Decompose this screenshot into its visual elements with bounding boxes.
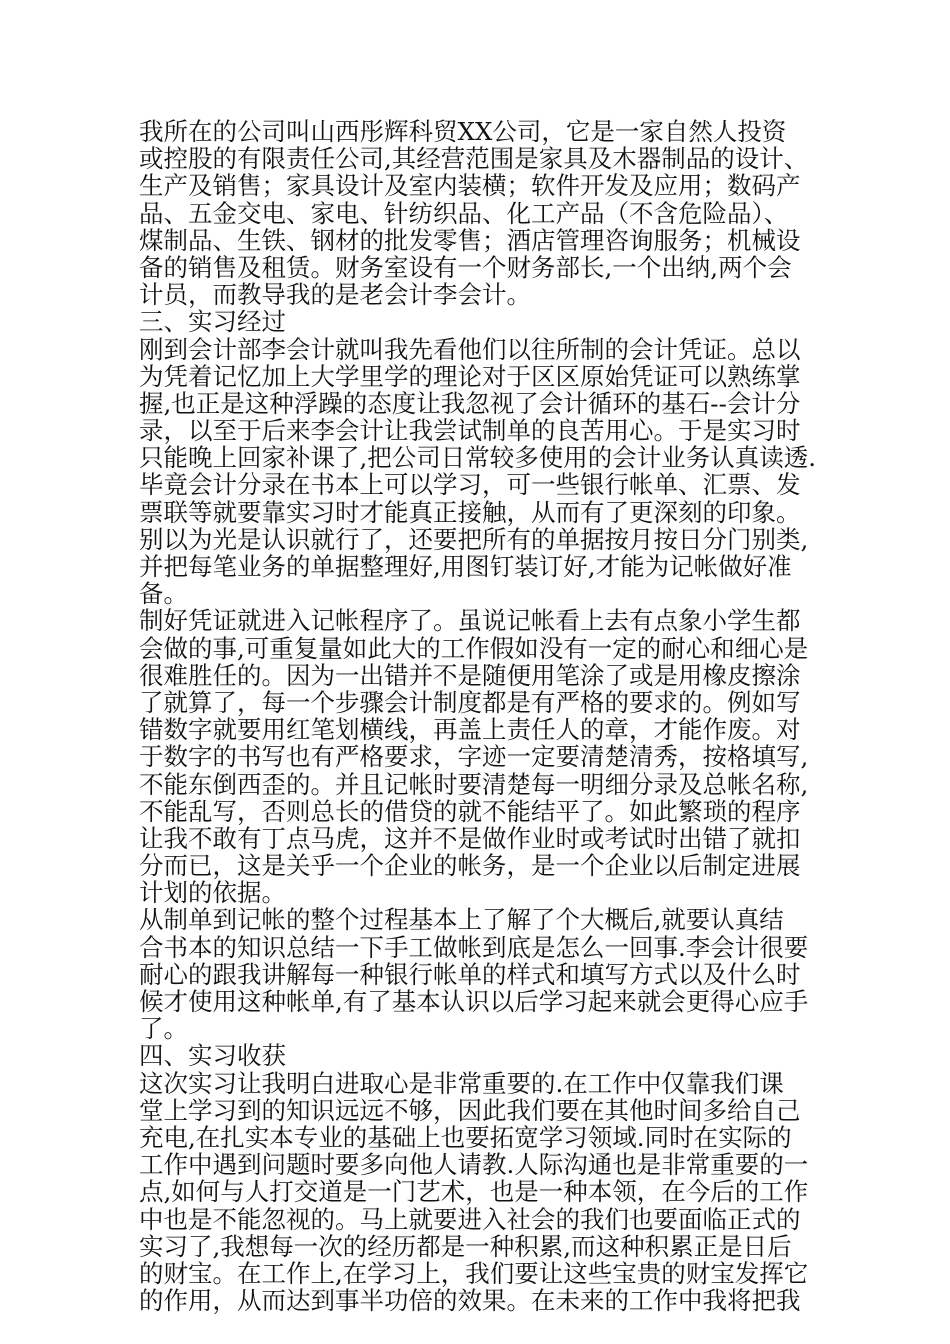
text-line: 了。 (139, 1014, 188, 1044)
text-line: 于数字的书写也有严格要求，字迹一定要清楚清秀，按格填写, (139, 742, 809, 772)
text-line: 实习了,我想每一次的经历都是一种积累,而这种积累正是日后 (139, 1231, 792, 1261)
text-line: 四、实习收获 (139, 1041, 286, 1071)
text-line: 中也是不能忽视的。马上就要进入社会的我们也要面临正式的 (139, 1204, 801, 1234)
text-line: 不能东倒西歪的。并且记帐时要清楚每一明细分录及总帐名称, (139, 769, 809, 799)
text-line: 充电,在扎实本专业的基础上也要拓宽学习领域.同时在实际的 (139, 1122, 792, 1152)
text-line: 并把每笔业务的单据整理好,用图钉装订好,才能为记帐做好准 (139, 552, 792, 581)
text-line: 备的销售及租赁。财务室设有一个财务部长,一个出纳,两个会 (139, 252, 792, 282)
text-line: 从制单到记帐的整个过程基本上了解了个大概后,就要认真结 (139, 905, 784, 935)
text-line: 制好凭证就进入记帐程序了。虽说记帐看上去有点象小学生都 (139, 606, 801, 636)
text-line: 三、实习经过 (139, 307, 286, 337)
text-line: 候才使用这种帐单,有了基本认识以后学习起来就会更得心应手 (139, 987, 809, 1016)
text-line: 工作中遇到问题时要多向他人请教.人际沟通也是非常重要的一 (139, 1150, 809, 1180)
text-line: 这次实习让我明白进取心是非常重要的.在工作中仅靠我们课 (139, 1068, 784, 1098)
text-line: 计划的依据。 (139, 878, 286, 908)
text-line: 计员，而教导我的是老会计李会计。 (139, 280, 531, 310)
text-line: 为凭着记忆加上大学里学的理论对于区区原始凭证可以熟练掌 (139, 361, 801, 391)
text-line: 会做的事,可重复量如此大的工作假如没有一定的耐心和细心是 (139, 633, 809, 663)
text-line: 耐心的跟我讲解每一种银行帐单的样式和填写方式以及什么时 (139, 959, 801, 989)
text-line: 我所在的公司叫山西彤辉科贸XX公司，它是一家自然人投资 (139, 117, 787, 146)
text-line: 煤制品、生铁、钢材的批发零售；酒店管理咨询服务；机械设 (139, 225, 801, 255)
text-line: 的作用，从而达到事半功倍的效果。在未来的工作中我将把我 (139, 1286, 801, 1316)
text-line: 别以为光是认识就行了，还要把所有的单据按月按日分门别类, (139, 524, 809, 554)
text-line: 点,如何与人打交道是一门艺术，也是一种本领，在今后的工作 (139, 1177, 809, 1207)
text-line: 品、五金交电、家电、针纺织品、化工产品（不含危险品）、 (139, 198, 789, 228)
text-line: 分而已，这是关乎一个企业的帐务，是一个企业以后制定进展 (139, 851, 801, 881)
text-line: 录，以至于后来李会计让我尝试制单的良苦用心。于是实习时 (139, 416, 801, 446)
text-line: 堂上学习到的知识远远不够，因此我们要在其他时间多给自己 (139, 1095, 801, 1125)
text-line: 的财宝。在工作上,在学习上，我们要让这些宝贵的财宝发挥它 (139, 1258, 809, 1288)
text-line: 握,也正是这种浮躁的态度让我忽视了会计循环的基石--会计分 (139, 388, 801, 418)
text-line: 生产及销售；家具设计及室内装横；软件开发及应用；数码产 (139, 171, 801, 201)
text-line: 错数字就要用红笔划横线，再盖上责任人的章，才能作废。对 (139, 715, 801, 745)
text-line: 合书本的知识总结一下手工做帐到底是怎么一回事.李会计很要 (139, 932, 809, 962)
text-line: 票联等就要靠实习时才能真正接触，从而有了更深刻的印象。 (139, 497, 801, 527)
text-line: 让我不敢有丁点马虎，这并不是做作业时或考试时出错了就扣 (139, 823, 801, 853)
document-body (139, 117, 817, 1316)
text-line: 备。 (139, 579, 188, 609)
text-line: 不能乱写，否则总长的借贷的就不能结平了。如此繁琐的程序 (139, 796, 801, 826)
text-line: 刚到会计部李会计就叫我先看他们以往所制的会计凭证。总以 (139, 334, 801, 364)
text-line: 只能晚上回家补课了,把公司日常较多使用的会计业务认真读透. (139, 443, 817, 473)
text-line: 毕竟会计分录在书本上可以学习，可一些银行帐单、汇票、发 (139, 470, 801, 500)
text-line: 很难胜任的。因为一出错并不是随便用笔涂了或是用橡皮擦涂 (139, 660, 801, 690)
text-line: 或控股的有限责任公司,其经营范围是家具及木器制品的设计、 (139, 144, 809, 174)
text-line: 了就算了，每一个步骤会计制度都是有严格的要求的。例如写 (139, 687, 801, 717)
